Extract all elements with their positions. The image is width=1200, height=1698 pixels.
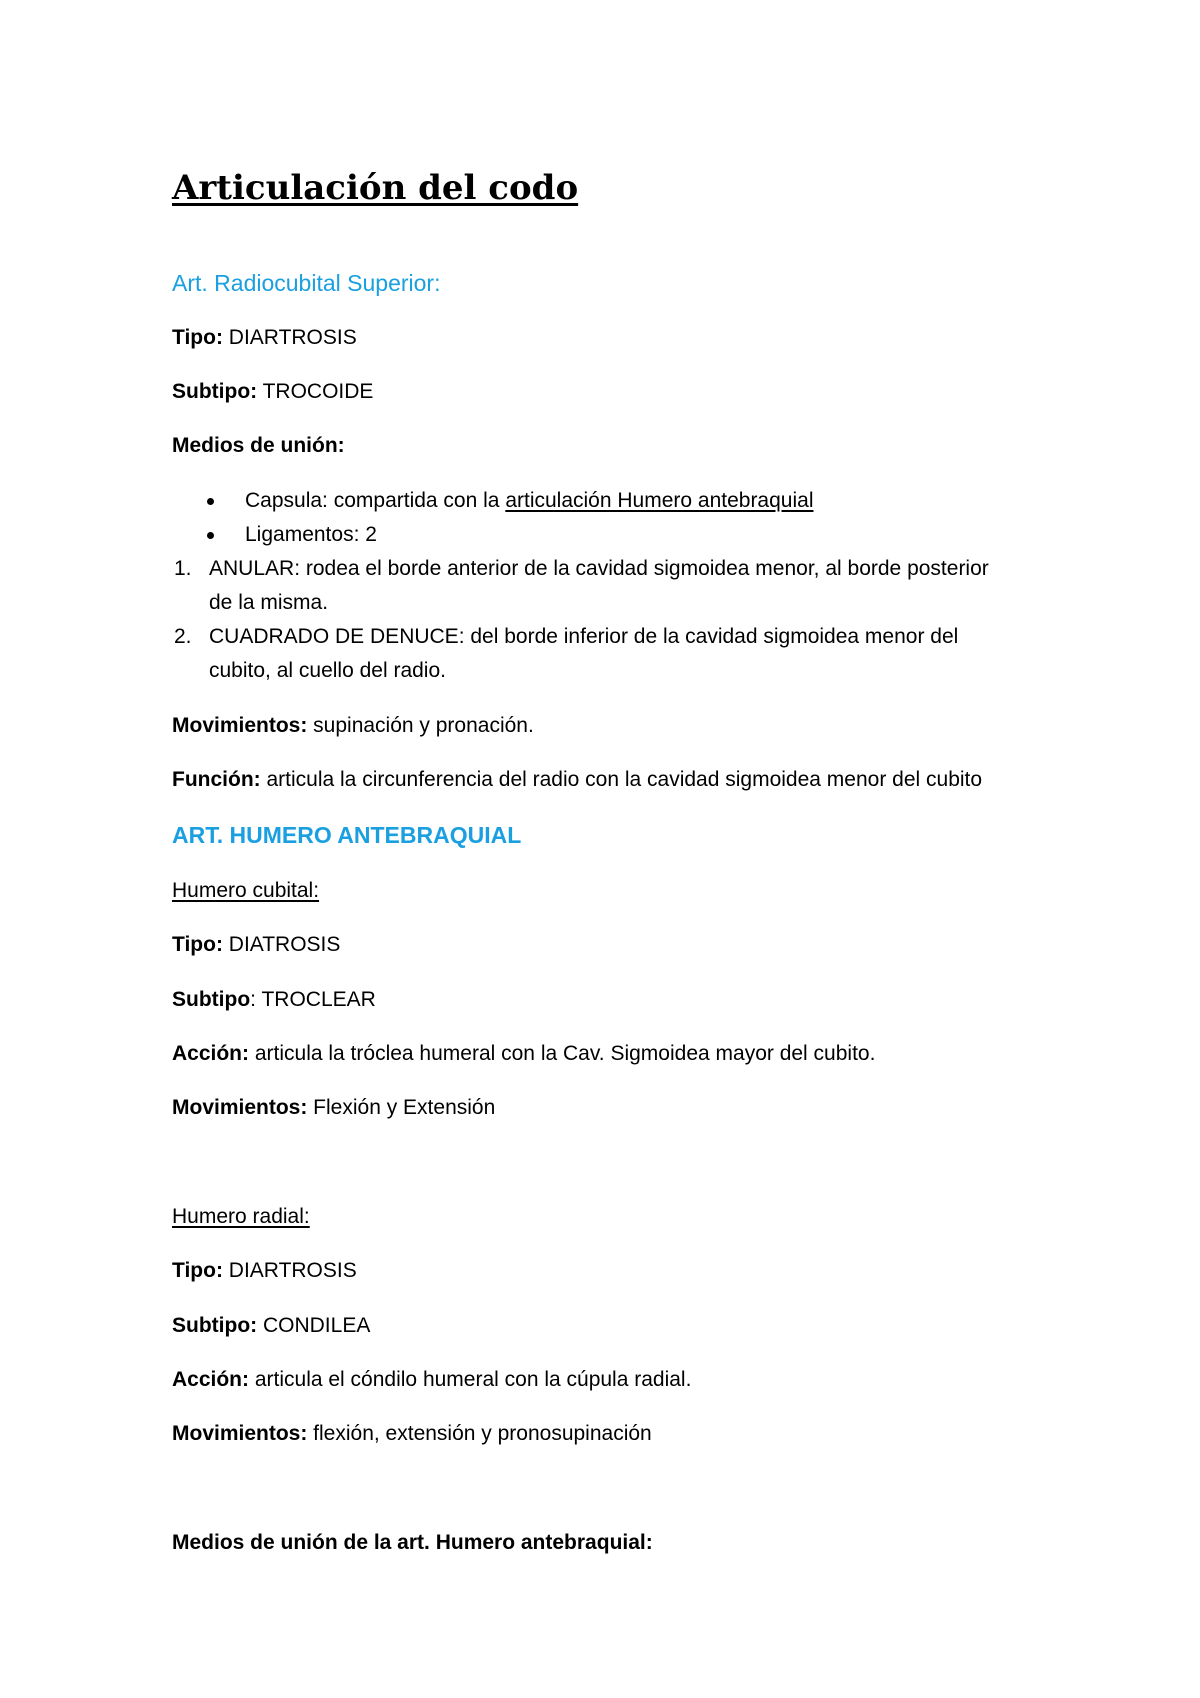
link-articulacion-humero-antebraquial: articulación Humero antebraquial [505, 489, 814, 512]
subheading-humero-radial: Humero radial: [172, 1205, 310, 1228]
movimientos-line [172, 1420, 652, 1448]
accion-line [172, 1366, 691, 1394]
numbered-item [172, 623, 1052, 651]
subtipo-value: TROCOIDE [257, 380, 374, 403]
tipo-value: DIATROSIS [222, 933, 341, 956]
subtipo-label: Subtipo: [172, 1314, 258, 1337]
subtipo-label: Subtipo: [172, 380, 258, 403]
bullet-item [172, 521, 1052, 549]
movimientos-label: Movimientos: [172, 1096, 308, 1119]
subtipo-label: Subtipo [172, 988, 251, 1011]
subtipo-line [172, 986, 376, 1014]
item-text: ANULAR: rodea el borde anterior de la cavidad sigmoidea menor, al borde posterior [209, 557, 989, 580]
numbered-item [172, 555, 1052, 583]
movimientos-value: Flexión y Extensión [307, 1096, 496, 1119]
funcion-label: Función: [172, 768, 261, 791]
funcion-value: articula la circunferencia del radio con la cavidad sigmoidea menor del cubito [260, 768, 983, 791]
bullet-text: Ligamentos: 2 [245, 523, 377, 546]
accion-label: Acción: [172, 1042, 250, 1065]
tipo-line [172, 324, 357, 352]
bullet-text-plain: Capsula: compartida con la [245, 489, 506, 512]
tipo-value: DIARTROSIS [222, 1259, 357, 1282]
tipo-label: Tipo: [172, 933, 223, 956]
subtipo-value: CONDILEA [257, 1314, 371, 1337]
subtipo-line [172, 378, 373, 406]
subheading-humero-cubital: Humero cubital: [172, 879, 320, 902]
page-title: Articulación del codo [172, 168, 579, 208]
tipo-label: Tipo: [172, 326, 223, 349]
bullet-icon [207, 532, 214, 539]
accion-value: articula la tróclea humeral con la Cav. Sigmoidea mayor del cubito. [249, 1042, 876, 1065]
medios-union-line [172, 432, 345, 460]
movimientos-line [172, 712, 534, 740]
movimientos-label: Movimientos: [172, 1422, 308, 1445]
accion-value: articula el cóndilo humeral con la cúpula radial. [249, 1368, 692, 1391]
bullet-text [245, 487, 813, 515]
medios-union-humero-antebraquial-line [172, 1529, 653, 1557]
movimientos-label: Movimientos: [172, 714, 308, 737]
item-text: CUADRADO DE DENUCE: del borde inferior de la cavidad sigmoidea menor del [209, 625, 959, 648]
section-heading-radiocubital: Art. Radiocubital Superior: [172, 270, 441, 296]
funcion-line [172, 766, 982, 794]
numbered-item-continued [172, 589, 1052, 617]
medios-union-label: Medios de unión: [172, 434, 345, 457]
movimientos-value: supinación y pronación. [307, 714, 534, 737]
item-text: de la misma. [209, 591, 329, 614]
medios-union-label: Medios de unión de la art. Humero antebraquial: [172, 1531, 653, 1554]
tipo-line [172, 931, 340, 959]
item-number: 1. [174, 557, 192, 580]
movimientos-value: flexión, extensión y pronosupinación [307, 1422, 652, 1445]
item-number: 2. [174, 625, 192, 648]
accion-label: Acción: [172, 1368, 250, 1391]
item-text: cubito, al cuello del radio. [209, 659, 446, 682]
subtipo-line [172, 1312, 370, 1340]
section-heading-humero-antebraquial: ART. HUMERO ANTEBRAQUIAL [172, 822, 522, 848]
bullet-item [172, 487, 1052, 515]
tipo-label: Tipo: [172, 1259, 223, 1282]
movimientos-line [172, 1094, 495, 1122]
tipo-value: DIARTROSIS [222, 326, 357, 349]
subtipo-value: : TROCLEAR [250, 988, 376, 1011]
numbered-item-continued [172, 657, 1052, 685]
bullet-icon [207, 498, 214, 505]
accion-line [172, 1040, 875, 1068]
tipo-line [172, 1257, 357, 1285]
